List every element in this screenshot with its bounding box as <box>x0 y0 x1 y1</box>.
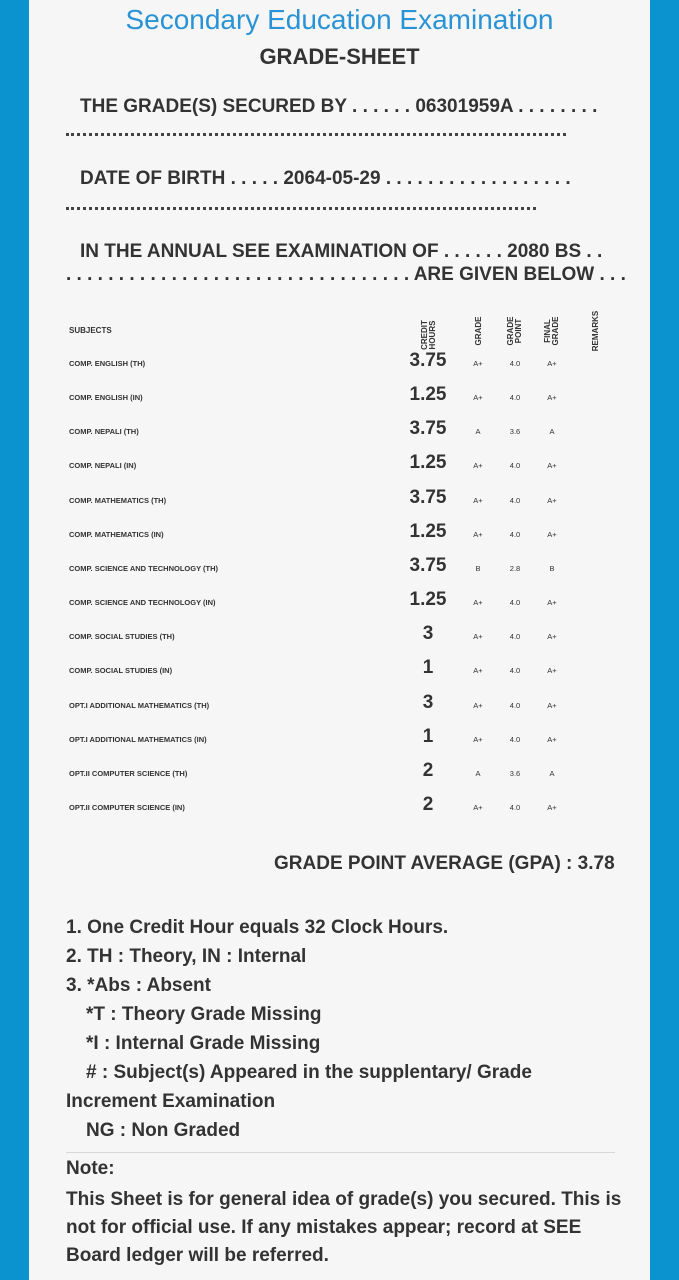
final-grade-cell: A+ <box>547 802 557 812</box>
dotted-separator <box>66 133 566 138</box>
credit-hours-cell: 1.25 <box>409 452 447 474</box>
credit-hours-cell: 1.25 <box>409 589 447 611</box>
legend-item: Increment Examination <box>66 1091 276 1112</box>
final-grade-cell: A <box>549 427 555 437</box>
grade-point-cell: 4.0 <box>509 802 521 812</box>
page-title: Secondary Education Examination <box>125 4 554 35</box>
remarks-header: REMARKS <box>591 310 600 352</box>
subject-cell: COMP. ENGLISH (IN) <box>69 393 143 403</box>
grade-cell: A+ <box>473 598 483 608</box>
note-body: This Sheet is for general idea of grade(s) you secured. This is not for official use. If any mistakes appear; record at SEE Board ledger will be referred. <box>66 1189 622 1266</box>
credit-hours-cell: 2 <box>422 759 434 781</box>
grade-point-cell: 4.0 <box>509 461 521 471</box>
legend-notes <box>66 913 532 1145</box>
grade-cell: A+ <box>473 632 483 642</box>
grade-point-cell: 3.6 <box>509 768 521 778</box>
credit-hours-cell: 1 <box>422 725 434 747</box>
legend-item: *T : Theory Grade Missing <box>86 1004 322 1025</box>
final-grade-cell: A+ <box>547 495 557 505</box>
page-subtitle: GRADE-SHEET <box>259 44 420 69</box>
subject-cell: OPT.I ADDITIONAL MATHEMATICS (TH) <box>69 700 210 710</box>
grade-point-cell: 4.0 <box>509 598 521 608</box>
credit-hours-header: CREDIT HOURS <box>420 320 437 350</box>
final-grade-header: FINAL GRADE <box>543 316 560 346</box>
subject-cell: OPT.I ADDITIONAL MATHEMATICS (IN) <box>69 734 207 744</box>
grade-point-cell: 4.0 <box>509 666 521 676</box>
subject-cell: OPT.II COMPUTER SCIENCE (IN) <box>69 802 185 812</box>
grade-cell: A <box>475 768 481 778</box>
grade-point-cell: 4.0 <box>509 734 521 744</box>
credit-hours-cell: 1 <box>422 657 434 679</box>
subject-cell: COMP. MATHEMATICS (IN) <box>69 529 164 539</box>
grade-sheet <box>29 0 650 1280</box>
gpa-summary: GRADE POINT AVERAGE (GPA) : 3.78 <box>274 853 615 874</box>
credit-hours-cell: 2 <box>422 793 434 815</box>
grade-point-header: GRADE POINT <box>506 316 523 346</box>
final-grade-cell: A+ <box>547 598 557 608</box>
grade-point-cell: 4.0 <box>509 393 521 403</box>
legend-item: NG : Non Graded <box>86 1120 241 1141</box>
table-row <box>29 486 650 527</box>
given-below-line: . . . . . . . . . . . . . . . . . . . . . . . . . . . . . . . . . ARE GIVEN BELOW . . . <box>66 264 626 285</box>
table-row <box>29 350 650 390</box>
subject-cell: COMP. SOCIAL STUDIES (IN) <box>69 666 173 676</box>
grade-point-cell: 4.0 <box>509 495 521 505</box>
credit-hours-cell: 3 <box>422 623 434 645</box>
table-row <box>29 418 650 458</box>
credit-hours-cell: 3.75 <box>409 486 447 508</box>
grade-cell: A+ <box>473 700 483 710</box>
secured-by-line: THE GRADE(S) SECURED BY . . . . . . 06301959A . . . . . . . . <box>80 96 598 117</box>
subject-cell: COMP. NEPALI (TH) <box>69 427 139 437</box>
final-grade-cell: A+ <box>547 734 557 744</box>
grade-point-cell: 4.0 <box>509 632 521 642</box>
note-title: Note: <box>66 1158 115 1179</box>
credit-hours-cell: 1.25 <box>409 520 447 542</box>
legend-item: 3. *Abs : Absent <box>66 975 211 996</box>
table-row <box>29 384 650 424</box>
grade-cell: A+ <box>473 359 483 368</box>
grade-cell: A+ <box>473 393 483 403</box>
grade-point-cell: 4.0 <box>509 529 521 539</box>
exam-line: IN THE ANNUAL SEE EXAMINATION OF . . . . . . 2080 BS . . <box>80 241 603 262</box>
subject-cell: COMP. ENGLISH (TH) <box>69 359 146 368</box>
grade-cell: A+ <box>473 529 483 539</box>
final-grade-cell: B <box>549 563 555 573</box>
table-row <box>29 554 650 595</box>
divider <box>66 1152 615 1153</box>
subject-cell: COMP. NEPALI (IN) <box>69 461 137 471</box>
subjects-header: SUBJECTS <box>69 326 112 335</box>
table-row <box>29 623 650 663</box>
credit-hours-cell: 3.75 <box>409 554 447 576</box>
final-grade-cell: A+ <box>547 529 557 539</box>
grade-cell: A+ <box>473 734 483 744</box>
dotted-separator <box>66 207 536 212</box>
grade-cell: A+ <box>473 495 483 505</box>
subject-cell: COMP. SCIENCE AND TECHNOLOGY (TH) <box>69 563 219 573</box>
table-row <box>29 691 650 732</box>
final-grade-cell: A+ <box>547 632 557 642</box>
grade-point-cell: 3.6 <box>509 427 521 437</box>
final-grade-cell: A+ <box>547 666 557 676</box>
table-row <box>29 520 650 561</box>
subject-cell: COMP. MATHEMATICS (TH) <box>69 495 167 505</box>
credit-hours-cell: 1.25 <box>409 384 447 406</box>
subject-cell: COMP. SCIENCE AND TECHNOLOGY (IN) <box>69 598 216 608</box>
grade-cell: A <box>475 427 481 437</box>
subject-cell: OPT.II COMPUTER SCIENCE (TH) <box>69 768 188 778</box>
grade-point-cell: 4.0 <box>509 700 521 710</box>
credit-hours-cell: 3.75 <box>409 350 447 371</box>
grade-point-cell: 2.8 <box>509 563 521 573</box>
legend-item: 2. TH : Theory, IN : Internal <box>66 946 307 967</box>
grade-cell: A+ <box>473 666 483 676</box>
final-grade-cell: A+ <box>547 359 557 368</box>
grade-header: GRADE <box>474 316 483 346</box>
grade-cell: A+ <box>473 802 483 812</box>
legend-item: 1. One Credit Hour equals 32 Clock Hours. <box>66 917 449 938</box>
table-row <box>29 759 650 800</box>
dob-line: DATE OF BIRTH . . . . . 2064-05-29 . . . . . . . . . . . . . . . . . . <box>80 168 571 189</box>
credit-hours-cell: 3.75 <box>409 418 447 440</box>
table-row <box>29 589 650 629</box>
grade-cell: A+ <box>473 461 483 471</box>
final-grade-cell: A+ <box>547 700 557 710</box>
final-grade-cell: A+ <box>547 461 557 471</box>
table-row <box>29 452 650 492</box>
legend-item: *I : Internal Grade Missing <box>86 1033 321 1054</box>
grade-cell: B <box>475 563 481 573</box>
table-row <box>29 657 650 697</box>
table-row <box>29 793 650 834</box>
final-grade-cell: A <box>549 768 555 778</box>
table-row <box>29 725 650 766</box>
credit-hours-cell: 3 <box>422 691 434 713</box>
legend-item: # : Subject(s) Appeared in the supplentary/ Grade <box>86 1062 532 1083</box>
subject-cell: COMP. SOCIAL STUDIES (TH) <box>69 632 175 642</box>
final-grade-cell: A+ <box>547 393 557 403</box>
grade-point-cell: 4.0 <box>509 359 521 368</box>
